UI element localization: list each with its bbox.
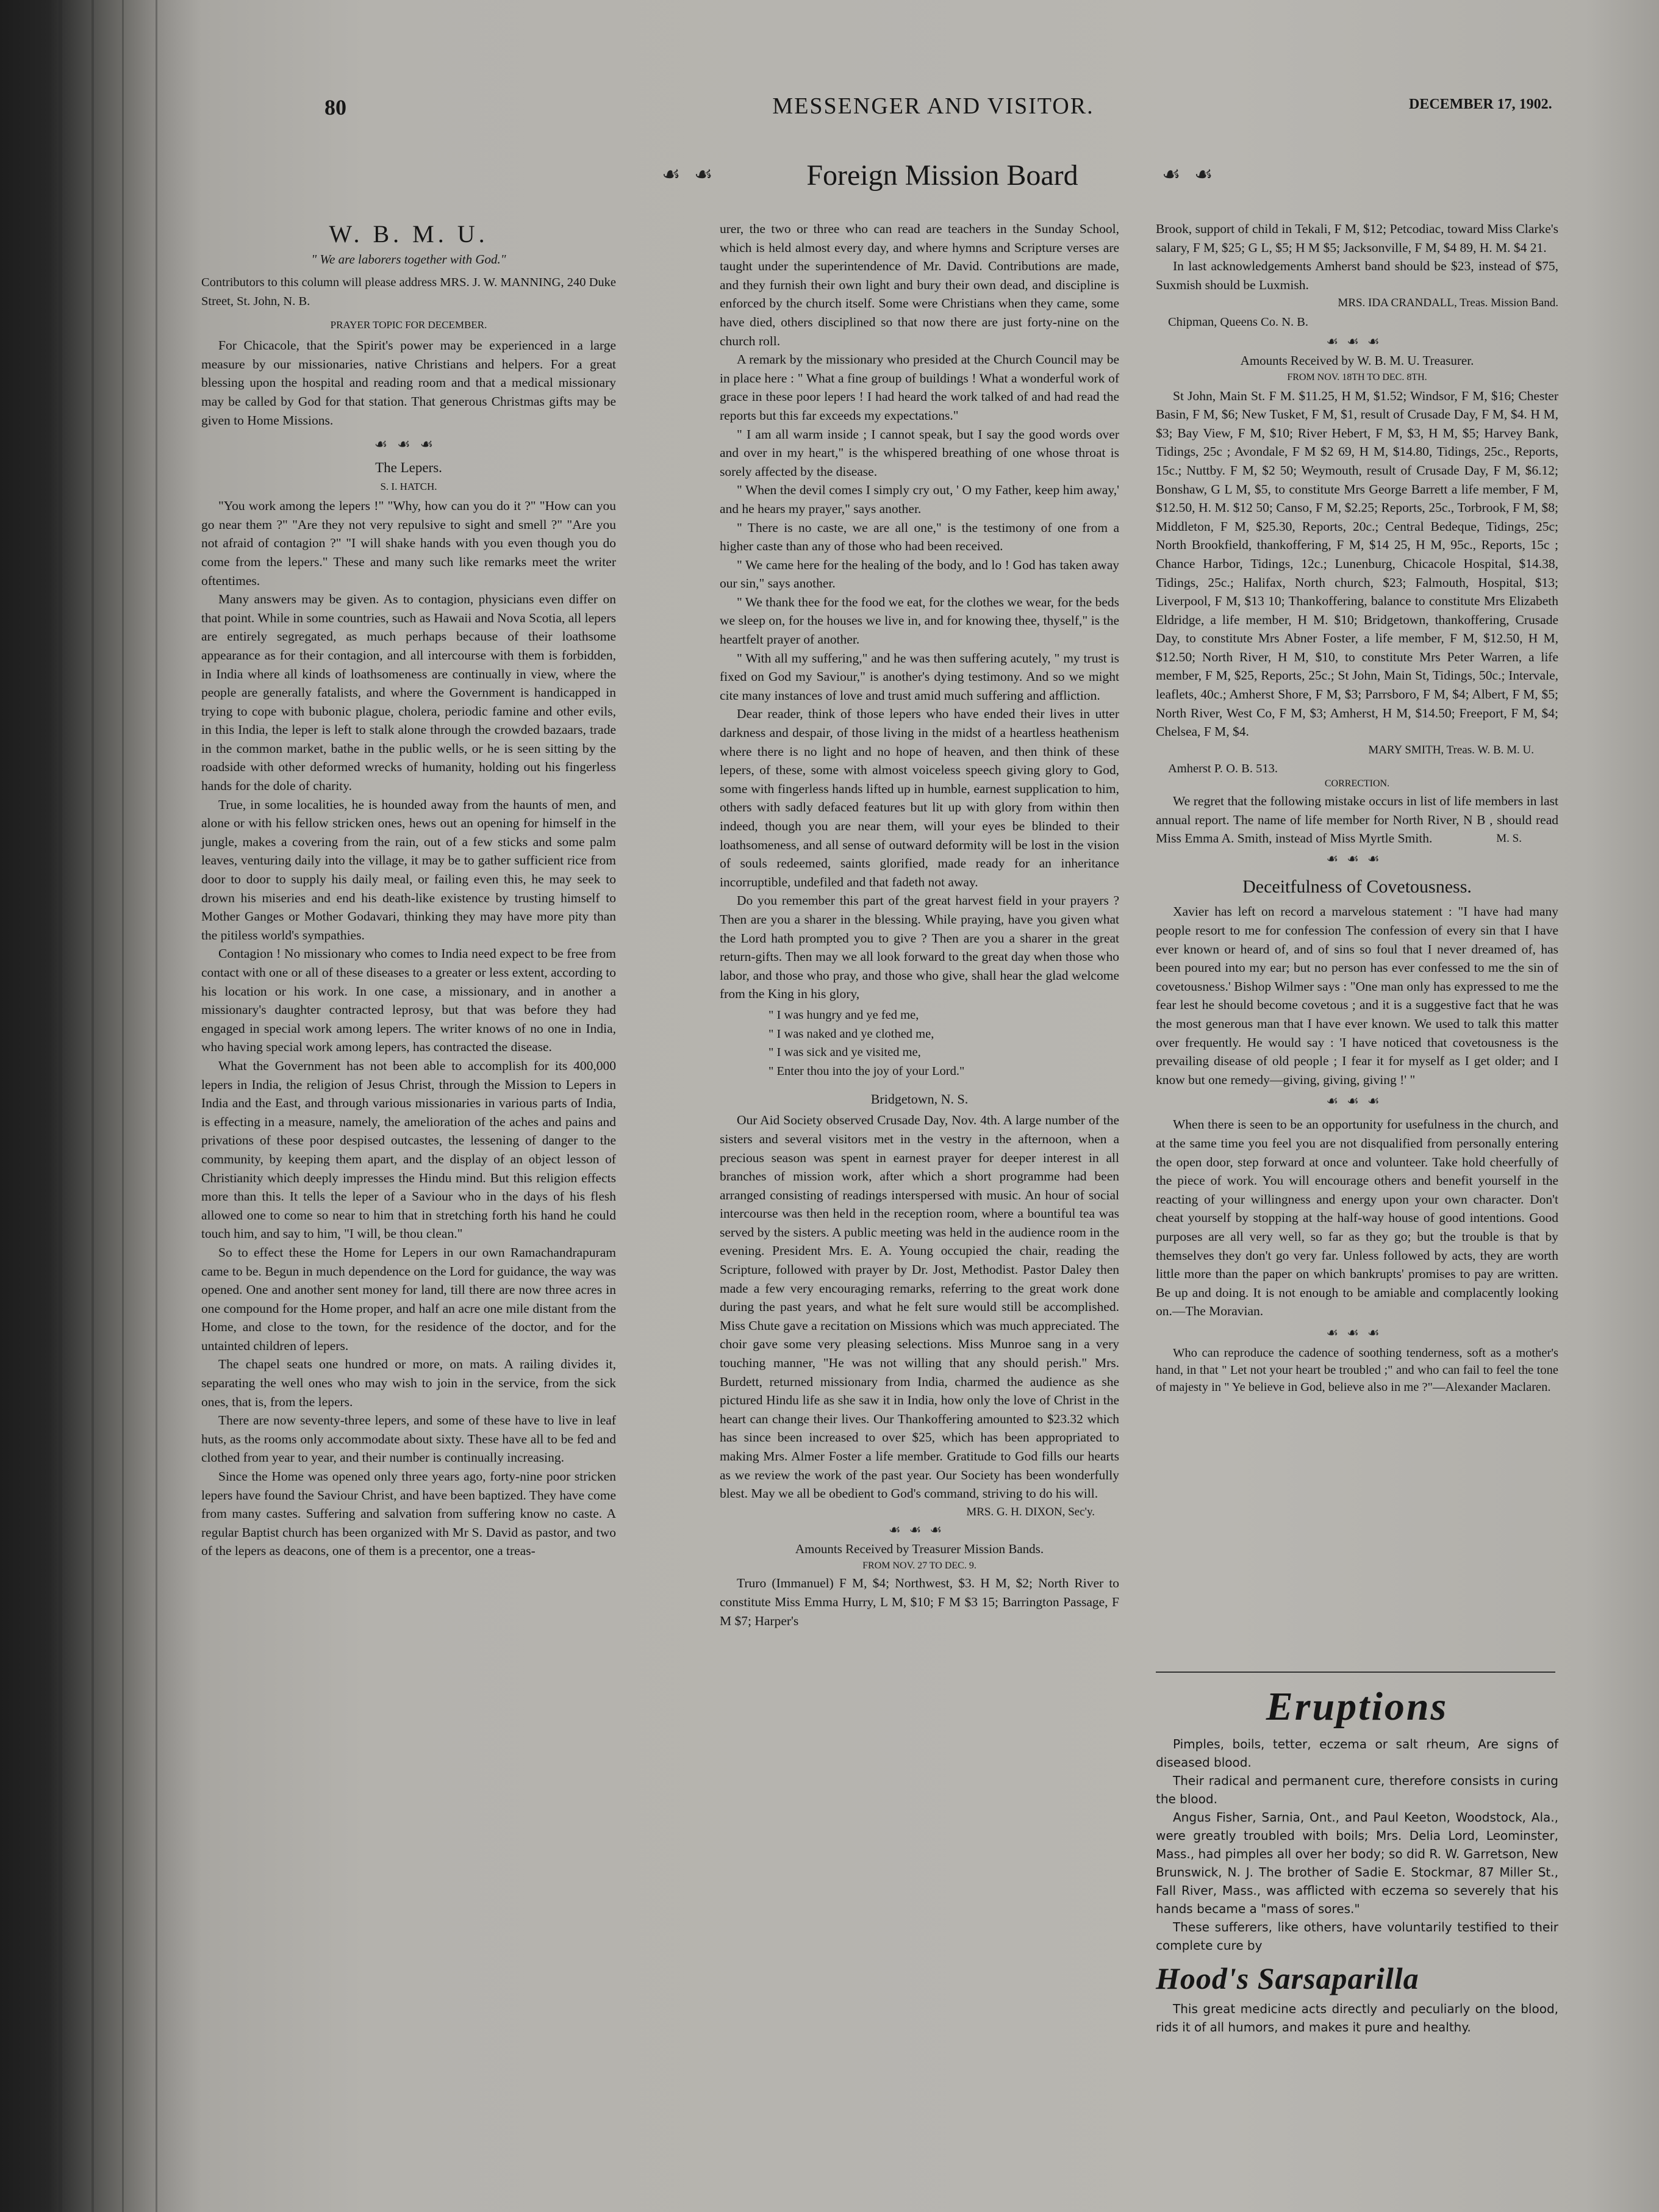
ornament-icon: ☙: [694, 162, 713, 187]
wbmu-treasurer-signature: MARY SMITH, Treas. W. B. M. U.: [1368, 743, 1534, 756]
bridgetown-title: Bridgetown, N. S.: [870, 1091, 969, 1107]
ornament-icon: ☙: [1194, 162, 1213, 187]
ornament-row: ☙☙☙: [1326, 1325, 1388, 1341]
ornament-row: ☙☙☙: [1326, 1094, 1388, 1110]
ad-body: Pimples, boils, tetter, eczema or salt rheum, Are signs of diseased blood. Their radical and permanent cure, therefore consists in curing the blood. Angus Fisher, Sarnia, Ont., and Paul Keeton, Woodstock, Ala., were greatly troubled with boils; Mrs. Delia Lord, Leominster, Mass., had pimples all over her body; so did R. W. Garretson, New Brunswick, N. J. The brother of Sadie E. Stockmar, 87 Miller St., Fall River, Mass., was afflicted with eczema so severely that his hands became a "mass of sores." These sufferers, like others, have voluntarily testified to their complete cure by: [1156, 1737, 1558, 1953]
page-number: 80: [324, 95, 346, 120]
ornament-row: ☙☙☙: [374, 436, 443, 453]
ad-headline: Eruptions: [1266, 1684, 1449, 1729]
wbmu-treasurer-dates: FROM NOV. 18TH TO DEC. 8TH.: [1287, 372, 1427, 382]
issue-date: DECEMBER 17, 1902.: [1409, 96, 1552, 112]
wbmu-treasurer-address: Amherst P. O. B. 513.: [1168, 762, 1278, 776]
lepers-article: "You work among the lepers !" "Why, how can you do it ?" "How can you go near them ?" "Are they not very repulsive to sight and smell ?" "Are you not afraid of contagion ?" "I will shake hands with you even though you do come from the lepers." These and many such like remarks meet the writer oftentimes. Many answers may be given. As to contagion, physicians even differ on that point. While in some countries, such as Hawaii and Nova Scotia, all lepers are entirely segregated, as much perhaps because of their loathsome appearance as for their contagion, and all intercourse with them is forbidden, in India where all kinds of loathsomeness are continually in view, where the people are generally fatalists, and where the Government is handicapped in trying to cope with bubonic plague, cholera, periodic famine and other evils, in this India, the leper is left to stalk alone through the crowded bazaars, trade in the common market, bathe in the public wells, or he is seen sitting by the roadside with other deformed wrecks of humanity, holding out his fingerless hands for the dole of charity. True, in some localities, he is hounded away from the haunts of men, and alone or with his fellow stricken ones, hews out an opening for himself in the jungle, makes a covering from the rain, out of a few sticks and some palm leaves, venturing daily into the village, it may be to gather sufficient rice from door to door to supply his daily meal, or failing even this, he may seek to drown his miseries and end his death-like existence by trusting himself to Mother Ganges or Mother Godavari, thinking they may have more pity than the pitiless world's sympathies. Contagion ! No missionary who comes to India need expect to be free from contact with one or all of these diseases to a greater or less extent, according to his location or his work. In one case, a missionary, and in another a missionary's daughter contracted leprosy, but that was before they had engaged in special work among lepers. The writer knows of no one in India, who having special work among lepers, has contracted the disease. What the Government has not been able to accomplish for its 400,000 lepers in India, the religion of Jesus Christ, through the Mission to Lepers in India and the East, and through various missionaries in various parts of India, is effecting in a measure, namely, the amelioration of the aches and pains and privations of these poor despised outcastes, the lessening of danger to the community, by keeping them apart, and the display of an object lesson of Christianity which deeply impresses the Hindu mind. But this religion effects more than this. It tells the leper of a Saviour who in the days of his flesh allowed one to come so near to him that in stretching forth his hand he could touch him, and say to him, "I will, be thou clean." So to effect these the Home for Lepers in our own Ramachandrapuram came to be. Begun in much dependence on the Lord for guidance, the way was opened. One and another sent money for land, till there are now three acres in one compound for the Home proper, and half an acre one mile distant from the Home, and close to the town, for the residence of the doctor, and for the untainted children of lepers. The chapel seats one hundred or more, on mats. A railing divides it, separating the well ones who may wish to join in the service, from the sick ones, that is, from the lepers. There are now seventy-three lepers, and some of these have to live in leaf huts, as the rooms only accommodate about sixty. These have all to be fed and clothed from year to year, and their number is continually increasing. Since the Home was opened only three years ago, forty-nine poor stricken lepers have found the Saviour Christ, and have been baptized. They have come from many castes. Suffering and salvation from suffering know no caste. A regular Baptist church has been organized with Mr S. David as pastor, and two of the lepers as deacons, one of them is a precentor, one a treas-: [201, 498, 616, 1559]
ornament-row: ☙☙☙: [1326, 334, 1388, 350]
scripture-verse: " I was hungry and ye fed me, " I was naked and ye clothed me, " I was sick and ye visited me, " Enter thou into the joy of your Lord.": [769, 1008, 965, 1078]
maclaren-quote: Who can reproduce the cadence of soothing tenderness, soft as a mother's hand, in that " Let not your heart be troubled ;" and who can fail to feel the tone of majesty in " Ye believe in God, believe also in me ?"—Alexander Maclaren.: [1156, 1346, 1558, 1394]
column-1: [201, 220, 616, 1560]
mission-bands-signature: MRS. IDA CRANDALL, Treas. Mission Band.: [1338, 296, 1558, 310]
ad-product-name: Hood's Sarsaparilla: [1156, 1961, 1419, 1995]
mission-bands-title: Amounts Received by Treasurer Mission Bands.: [795, 1542, 1044, 1557]
correction-note: We regret that the following mistake occurs in list of life members in last annual report. The name of life member for North River, N B , should read Miss Emma A. Smith, instead of Miss Myrtle Smith.: [1156, 794, 1558, 846]
ornament-icon: ☙: [1162, 162, 1181, 187]
covetousness-article: Xavier has left on record a marvelous statement : "I have had many people resort to me for confession The confession of every sin that I have ever known or heard of, and of sins so foul that I never dreamed of, has been poured into my ear; but no person has ever confessed to me the sin of covetousness.' Bishop Wilmer says : "One man only has expressed to me the fear lest he should become covetous ; and it is a suggestive fact that he was the most generous man that I have ever known. We used to talk this matter over frequently. He would say : 'I have noticed that covetousness is the prevailing disease of old people ; I fear it for myself as I get older; and I know but one remedy—giving, giving, giving !' ": [1156, 904, 1558, 1087]
page-stack-edge: [59, 0, 62, 2212]
hoods-sarsaparilla-ad: [1156, 1684, 1558, 2036]
lepers-article-continued: urer, the two or three who can read are teachers in the Sunday School, which is held almost every day, and where hymns and Scripture verses are taught under the superintendence of Mr. David. Contributions are made, and they furnish their own light and bury their own dead, and discipline is enforced by the church itself. Some were Christians when they came, some have died, others disciplined so that now there are just forty-nine on the church roll. A remark by the missionary who presided at the Church Council may be in place here : " What a fine group of buildings ! What a wonderful work of grace in these poor lepers ! I had heard the work talked of and had read the reports but this far exceeds my expectations." " I am all warm inside ; I cannot speak, but I say the good words over and over in my heart," is the whispered breathing of one whose throat is sorely affected by the disease. " When the devil comes I simply cry out, ' O my Father, keep him away,' and he hears my prayer," says another. " There is no caste, we are all one," is the testimony of one from a higher caste than any of those who had been received. " We came here for the healing of the body, and lo ! God has taken away our sin," says another. " We thank thee for the food we eat, for the clothes we wear, for the beds we sleep on, for the houses we live in, and for knowing thee, thyself," is the heartfelt prayer of another. " With all my suffering," and he was then suffering acutely, " my trust is fixed on God my Saviour," is another's dying testimony. And so we might cite many instances of love and trust amid much suffering and affliction. Dear reader, think of those lepers who have ended their lives in utter darkness and despair, of those living in the midst of a heartless heathenism where there is no light and no hope of heaven, and then think of these lepers, of these, some with almost voiceless speech giving glory to God, some with fingerless hands lifted up in humble, earnest supplication to him, others with sadly defaced features but lit up with glory from within then indeed, though you are near them, will your eyes be blinded to their loathsomeness, and all sense of outward deformity will be lost in the vision of souls redeemed, saints glorified, made ready for an inheritance incorruptible, undefiled and that fadeth not away. Do you remember this part of the great harvest field in your prayers ? Then are you a sharer in the blessing. While praying, have you given what the Lord hath prompted you to give ? Then are you a sharer in the great return-gifts. Then may we all look forward to the great day when those who labor, and those who pray, and those who give, shall hear the glad welcome from the King in his glory,: [720, 221, 1119, 1002]
covetousness-title: Deceitfulness of Covetousness.: [1242, 877, 1472, 897]
column-3: [1156, 220, 1558, 1396]
prayer-topic: For Chicacole, that the Spirit's power may be experienced in a large measure by our missionaries, native Christians and helpers. For a great blessing upon the hospital and reading room and that a medical missionary may be called by God for that station. That generous Christmas gifts may be given to Home Missions.: [201, 338, 616, 428]
wbmu-title: W. B. M. U.: [329, 220, 489, 248]
bridgetown-signature: MRS. G. H. DIXON, Sec'y.: [966, 1505, 1095, 1518]
mission-bands-dates: FROM NOV. 27 TO DEC. 9.: [862, 1560, 976, 1571]
lepers-author: S. I. HATCH.: [380, 481, 437, 493]
lepers-title: The Lepers.: [375, 460, 442, 476]
wbmu-motto: " We are laborers together with God.": [311, 252, 506, 267]
mission-bands-continued: Brook, support of child in Tekali, F M, $12; Petcodiac, toward Miss Clarke's salary, F M, $25; G L, $5; H M $5; Jacksonville, F M, $4 89, H. M. $4 21. In last acknowledgements Amherst band should be $23, instead of $75, Suxmish should be Luxmish.: [1156, 221, 1558, 292]
page-stack-edge: [91, 0, 94, 2212]
mission-bands-list: Truro (Immanuel) F M, $4; Northwest, $3. H M, $2; North River to constitute Miss Emma Hurry, L M, $10; F M $3 15; Barrington Passage, F M $7; Harper's: [720, 1576, 1119, 1628]
newspaper-page: [183, 37, 1650, 2196]
page-stack-edge: [156, 0, 157, 2212]
correction-heading: CORRECTION.: [1324, 778, 1390, 789]
ad-divider: [1156, 1672, 1555, 1673]
mission-bands-address: Chipman, Queens Co. N. B.: [1168, 315, 1309, 329]
wbmu-treasurer-title: Amounts Received by W. B. M. U. Treasurer.: [1240, 353, 1474, 368]
correction-signature: M. S.: [1496, 831, 1522, 845]
column-2: [720, 220, 1119, 1630]
ornament-row: ☙☙☙: [1326, 852, 1388, 867]
page-stack-edge: [122, 0, 124, 2212]
section-title: Foreign Mission Board: [806, 159, 1078, 192]
usefulness-article: When there is seen to be an opportunity for usefulness in the church, and at the same time you feel you are not disqualified from personally entering the open door, step forward at once and volunteer. Take hold cheerfully of the piece of work. You will encourage others and benefit yourself in the reacting of your willingness and energy upon your own character. Don't cheat yourself by stopping at the half-way house of good intentions. Good purposes are all very well, so far as they go; but the trouble is that by themselves they don't go very far. Unless followed by acts, they are worth little more than the paper on which bankrupts' promises to pay are written. Be up and doing. It is not enough to be amiable and complacently looking on.—The Moravian.: [1156, 1117, 1558, 1319]
newspaper-title: MESSENGER AND VISITOR.: [772, 93, 1094, 119]
ad-closing: This great medicine acts directly and peculiarly on the blood, rids it of all humors, and makes it pure and healthy.: [1156, 2002, 1558, 2034]
ornament-row: ☙☙☙: [888, 1523, 951, 1539]
wbmu-treasurer-list: St John, Main St. F M. $11.25, H M, $1.52; Windsor, F M, $16; Chester Basin, F M, $6; New Tusket, F M, $1, result of Crusade Day, F M, $4. H M, $3; Bay View, F M, $10; River Hebert, F M, $3, H M, $5; Harvey Bank, Tidings, 25c ; Avondale, F M $2 69, H M, $14.80, Tidings, 25c., Reports, 15c.; Nuttby. F M, $2 50; Weymouth, result of Crusade Day, F M, $6.12; Bonshaw, G L M, $5, to constitute Mrs George Barrett a life member, F M, $12.50, H. M. $12 50; Canso, F M, $2.25; Reports, 25c., Torbrook, F M, $8; Middleton, F M, $25.30, Reports, 20c.; Central Bedeque, Tidings, 25c; North Brookfield, thankoffering, F M, $14 25, H M, 95c., Reports, 15c ; Chance Harbor, Tidings, 12c.; Lunenburg, Chicacole Hospital, $14.38, Tidings, 25c.; Halifax, North church, $23; Falmouth, Hospital, $13; Liverpool, F M, $13 10; Thankoffering, balance to constitute Mrs Elizabeth Eldridge, a life member, H M. $10; Bridgetown, thankoffering, Crusade Day, to constitute Mrs Abner Foster, a life member, F M, $12.50, H M, $12.50; North River, H M, $10, to constitute Mrs Peter Warren, a life member, F M, $25, Reports, 25c.; St John, Main St, Tidings, 50c.; Intervale, leaflets, 40c.; Amherst Shore, F M, $3; Parrsboro, F M, $4; Albert, F M, $5; North River, West Co, F M, $3; Amherst, H M, $14.50; Freeport, F M, $4; Chelsea, F M, $4.: [1156, 388, 1558, 739]
prayer-topic-heading: PRAYER TOPIC FOR DECEMBER.: [330, 319, 487, 331]
contributor-note: Contributors to this column will please address MRS. J. W. MANNING, 240 Duke Street, St. John, N. B.: [201, 276, 616, 308]
bridgetown-report: Our Aid Society observed Crusade Day, Nov. 4th. A large number of the sisters and several visitors met in the vestry in the afternoon, when a precious season was spent in earnest prayer for deeper interest in all branches of mission work, after which a short programme had been arranged consisting of readings interspersed with music. An hour of social intercourse was then held in the reception room, where a bountiful tea was served by the sisters. A public meeting was held in the audience room in the evening. President Mrs. E. A. Young occupied the chair, reading the Scripture, followed with prayer by Dr. Jost, Methodist. Pastor Daley then made a few very encouraging remarks, referring to the great work done during the past years, and what he felt sure would still be accomplished. Miss Chute gave a recitation on Missions which was much appreciated. The choir gave some very pleasing selections. Miss Munroe sang in a very touching manner, "He was not willing that any should perish." Mrs. Burdett, returned missionary from India, charmed the audience as she pictured Hindu life as she saw it in India, how only the love of Christ in the heart can change their lives. Our Thankoffering amounted to $23.32 which has since been increased to over $25, which has been appropriated to making Mrs. Almer Foster a life member. Gratitude to God fills our hearts as we review the work of the past year. Our Society has been wonderfully blest. May we all be obedient to God's command, striving to do his will.: [720, 1113, 1119, 1501]
ornament-icon: ☙: [662, 162, 681, 187]
